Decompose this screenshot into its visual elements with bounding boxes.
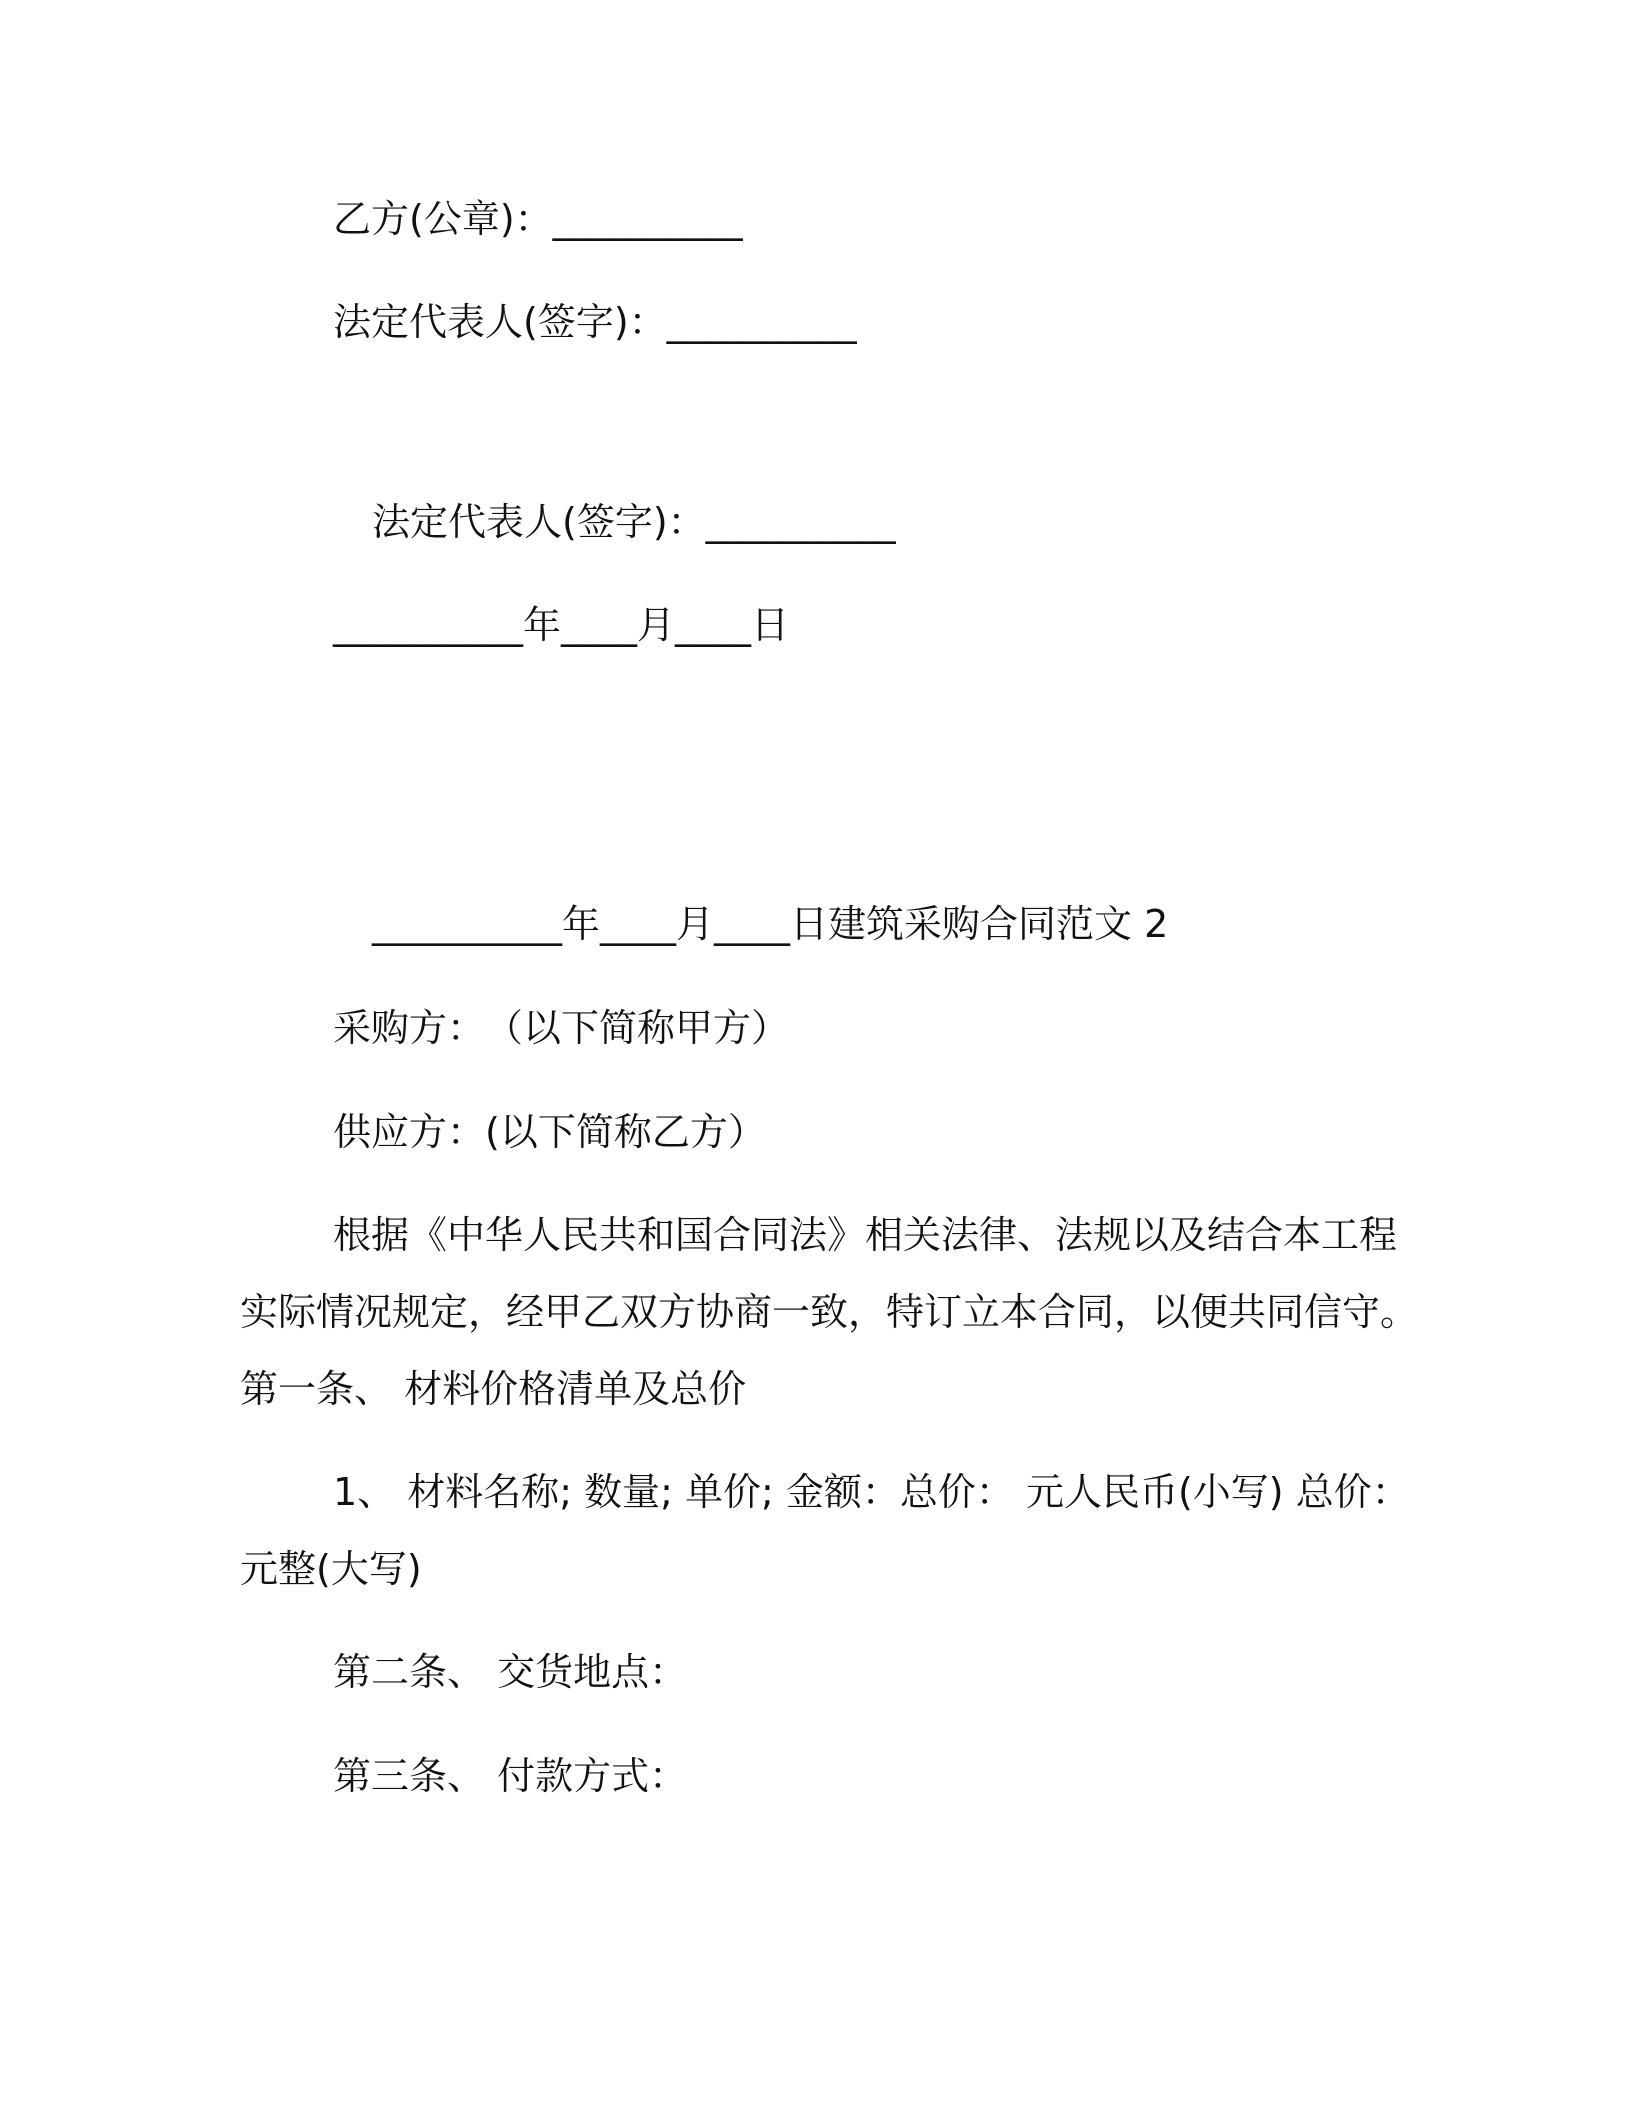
date-line: __________年____月____日 xyxy=(333,603,790,647)
article-3-heading: 第三条、 付款方式： xyxy=(333,1754,688,1798)
article-1-heading: 第一条、 材料价格清单及总价 xyxy=(240,1367,747,1411)
paragraph-line-1: 根据《中华人民共和国合同法》相关法律、法规以及结合本工程 xyxy=(333,1213,1398,1257)
section-heading: __________年____月____日建筑采购合同范文 2 xyxy=(372,902,1169,946)
item-1-continuation: 元整(大写) xyxy=(240,1547,422,1591)
legal-rep-signature-line-2: 法定代表人(签字)：__________ xyxy=(372,500,896,544)
party-b-seal-line: 乙方(公章)：__________ xyxy=(333,197,743,241)
legal-rep-signature-line-1: 法定代表人(签字)：__________ xyxy=(333,300,857,344)
item-1-line: 1、 材料名称; 数量; 单价; 金额：总价： 元人民币(小写) 总价： xyxy=(333,1470,1410,1514)
paragraph-line-2: 实际情况规定，经甲乙双方协商一致，特订立本合同，以便共同信守。 xyxy=(240,1290,1419,1334)
purchaser-line: 采购方： （以下简称甲方） xyxy=(333,1006,790,1050)
supplier-line: 供应方：(以下简称乙方） xyxy=(333,1110,766,1154)
article-2-heading: 第二条、 交货地点： xyxy=(333,1650,688,1694)
